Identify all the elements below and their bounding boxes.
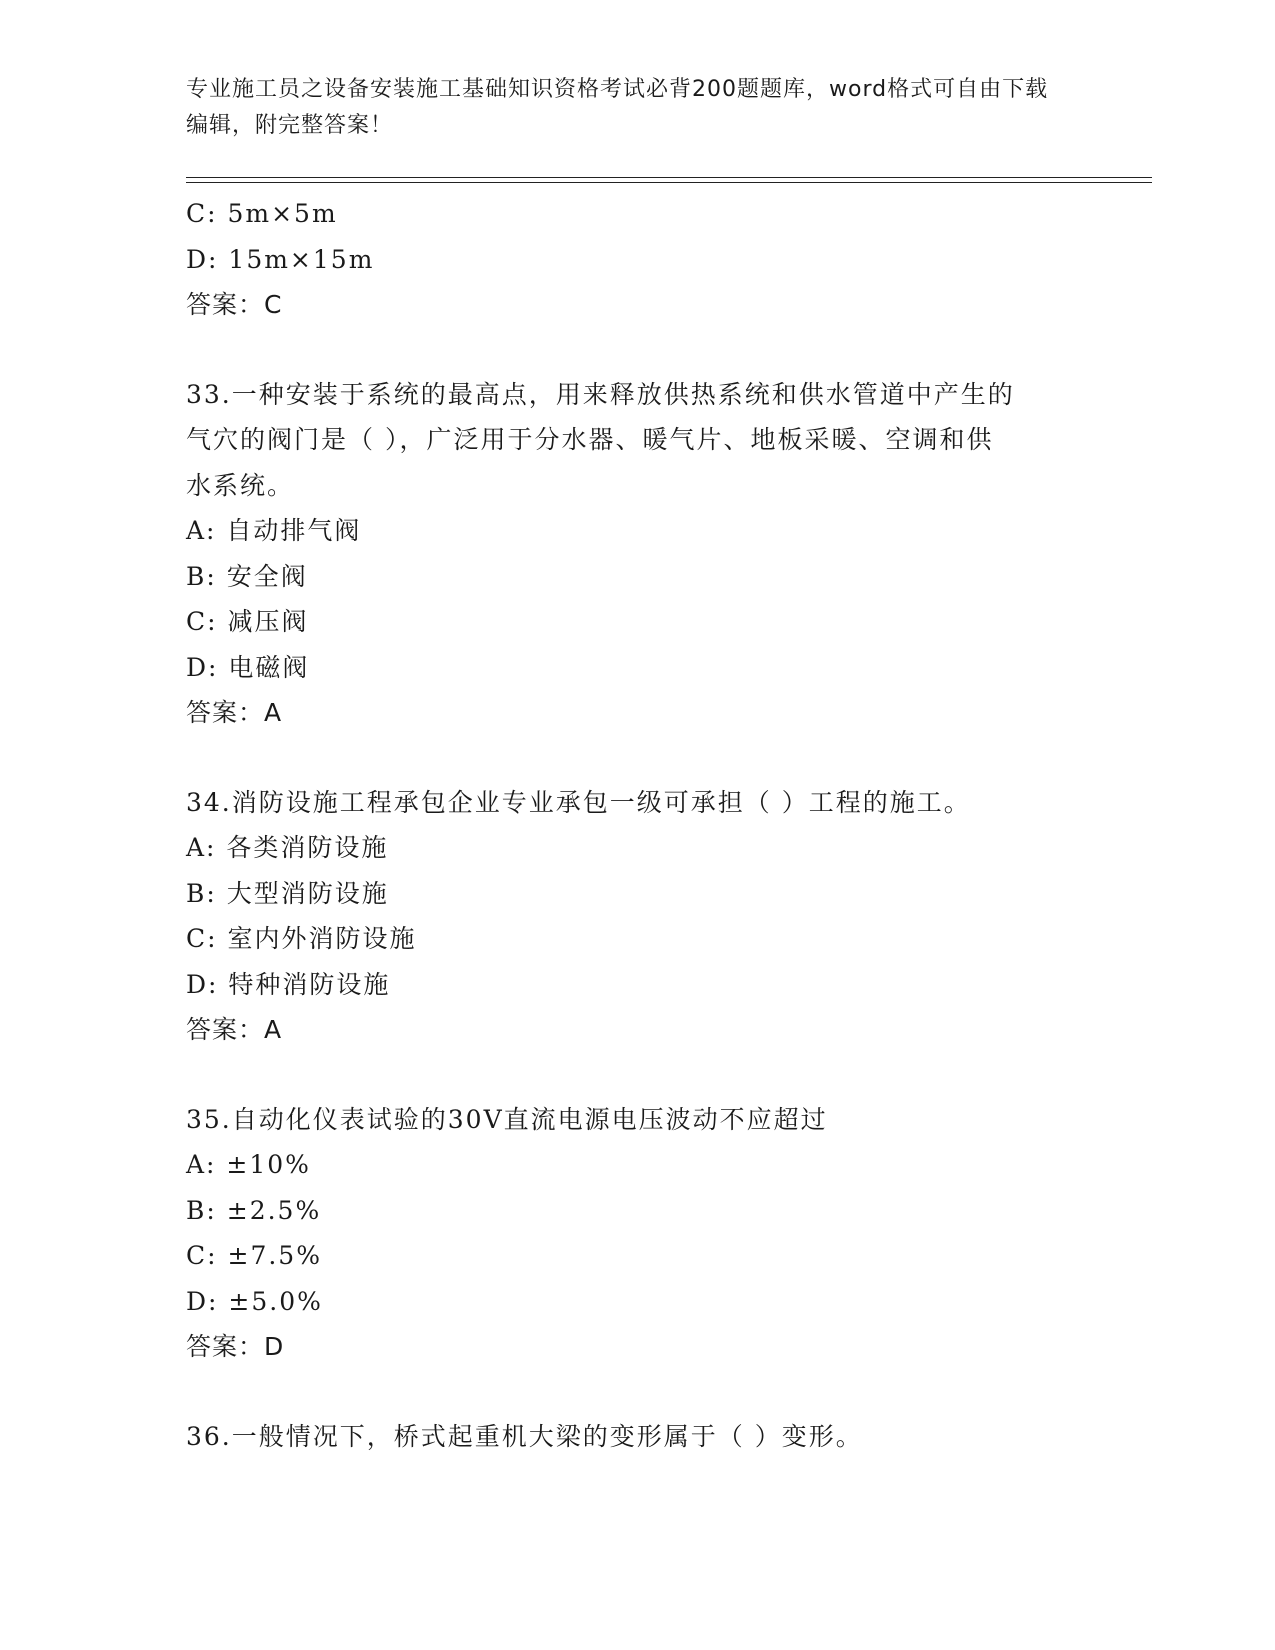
option-c: C: 室内外消防设施 [186, 924, 417, 953]
option-d: D: ±5.0% [186, 1286, 323, 1316]
question-stem-line: 气穴的阀门是（ ），广泛用于分水器、暖气片、地板采暖、空调和供 [186, 425, 994, 454]
option-a: A: ±10% [186, 1150, 311, 1179]
option-a: A: 各类消防设施 [186, 833, 389, 862]
option-b: B: 大型消防设施 [186, 878, 389, 908]
answer-line: 答案：D [186, 1332, 285, 1361]
answer-line: 答案：A [186, 698, 283, 727]
question-stem-line: 35.自动化仪表试验的30V直流电源电压波动不应超过 [186, 1104, 828, 1134]
question-stem-line: 33.一种安装于系统的最高点，用来释放供热系统和供水管道中产生的 [186, 379, 1015, 409]
header-rule-bottom [186, 182, 1152, 183]
question-stem-line: 水系统。 [186, 470, 295, 500]
option-d: D: 电磁阀 [186, 652, 310, 682]
question-stem-line: 34.消防设施工程承包企业专业承包一级可承担（ ）工程的施工。 [186, 787, 971, 817]
question-content [186, 191, 1086, 1459]
answer-line: 答案：A [186, 1015, 283, 1044]
option-d: D: 特种消防设施 [186, 969, 391, 999]
option-b: B: ±2.5% [186, 1195, 322, 1225]
option-b: B: 安全阀 [186, 561, 308, 591]
option-c: C: 减压阀 [186, 607, 309, 636]
question-gap [186, 736, 1086, 780]
question-gap [186, 1370, 1086, 1414]
question-gap [186, 1053, 1086, 1097]
question-36 [186, 1414, 1086, 1460]
question-33 [186, 372, 1086, 736]
question-34 [186, 780, 1086, 1053]
header-rule-top [186, 177, 1152, 178]
option-d: D: 15m×15m [186, 244, 375, 274]
option-c: C: ±7.5% [186, 1241, 322, 1270]
option-c: C: 5m×5m [186, 199, 338, 228]
question-stem-line: 36.一般情况下，桥式起重机大梁的变形属于（ ）变形。 [186, 1421, 863, 1451]
answer-line: 答案：C [186, 290, 283, 319]
partial-question [186, 191, 1086, 328]
question-35 [186, 1097, 1086, 1370]
document-header: 专业施工员之设备安装施工基础知识资格考试必背200题题库，word格式可自由下载编辑，附完整答案！ [186, 77, 1049, 138]
option-a: A: 自动排气阀 [186, 516, 362, 545]
question-gap [186, 328, 1086, 372]
